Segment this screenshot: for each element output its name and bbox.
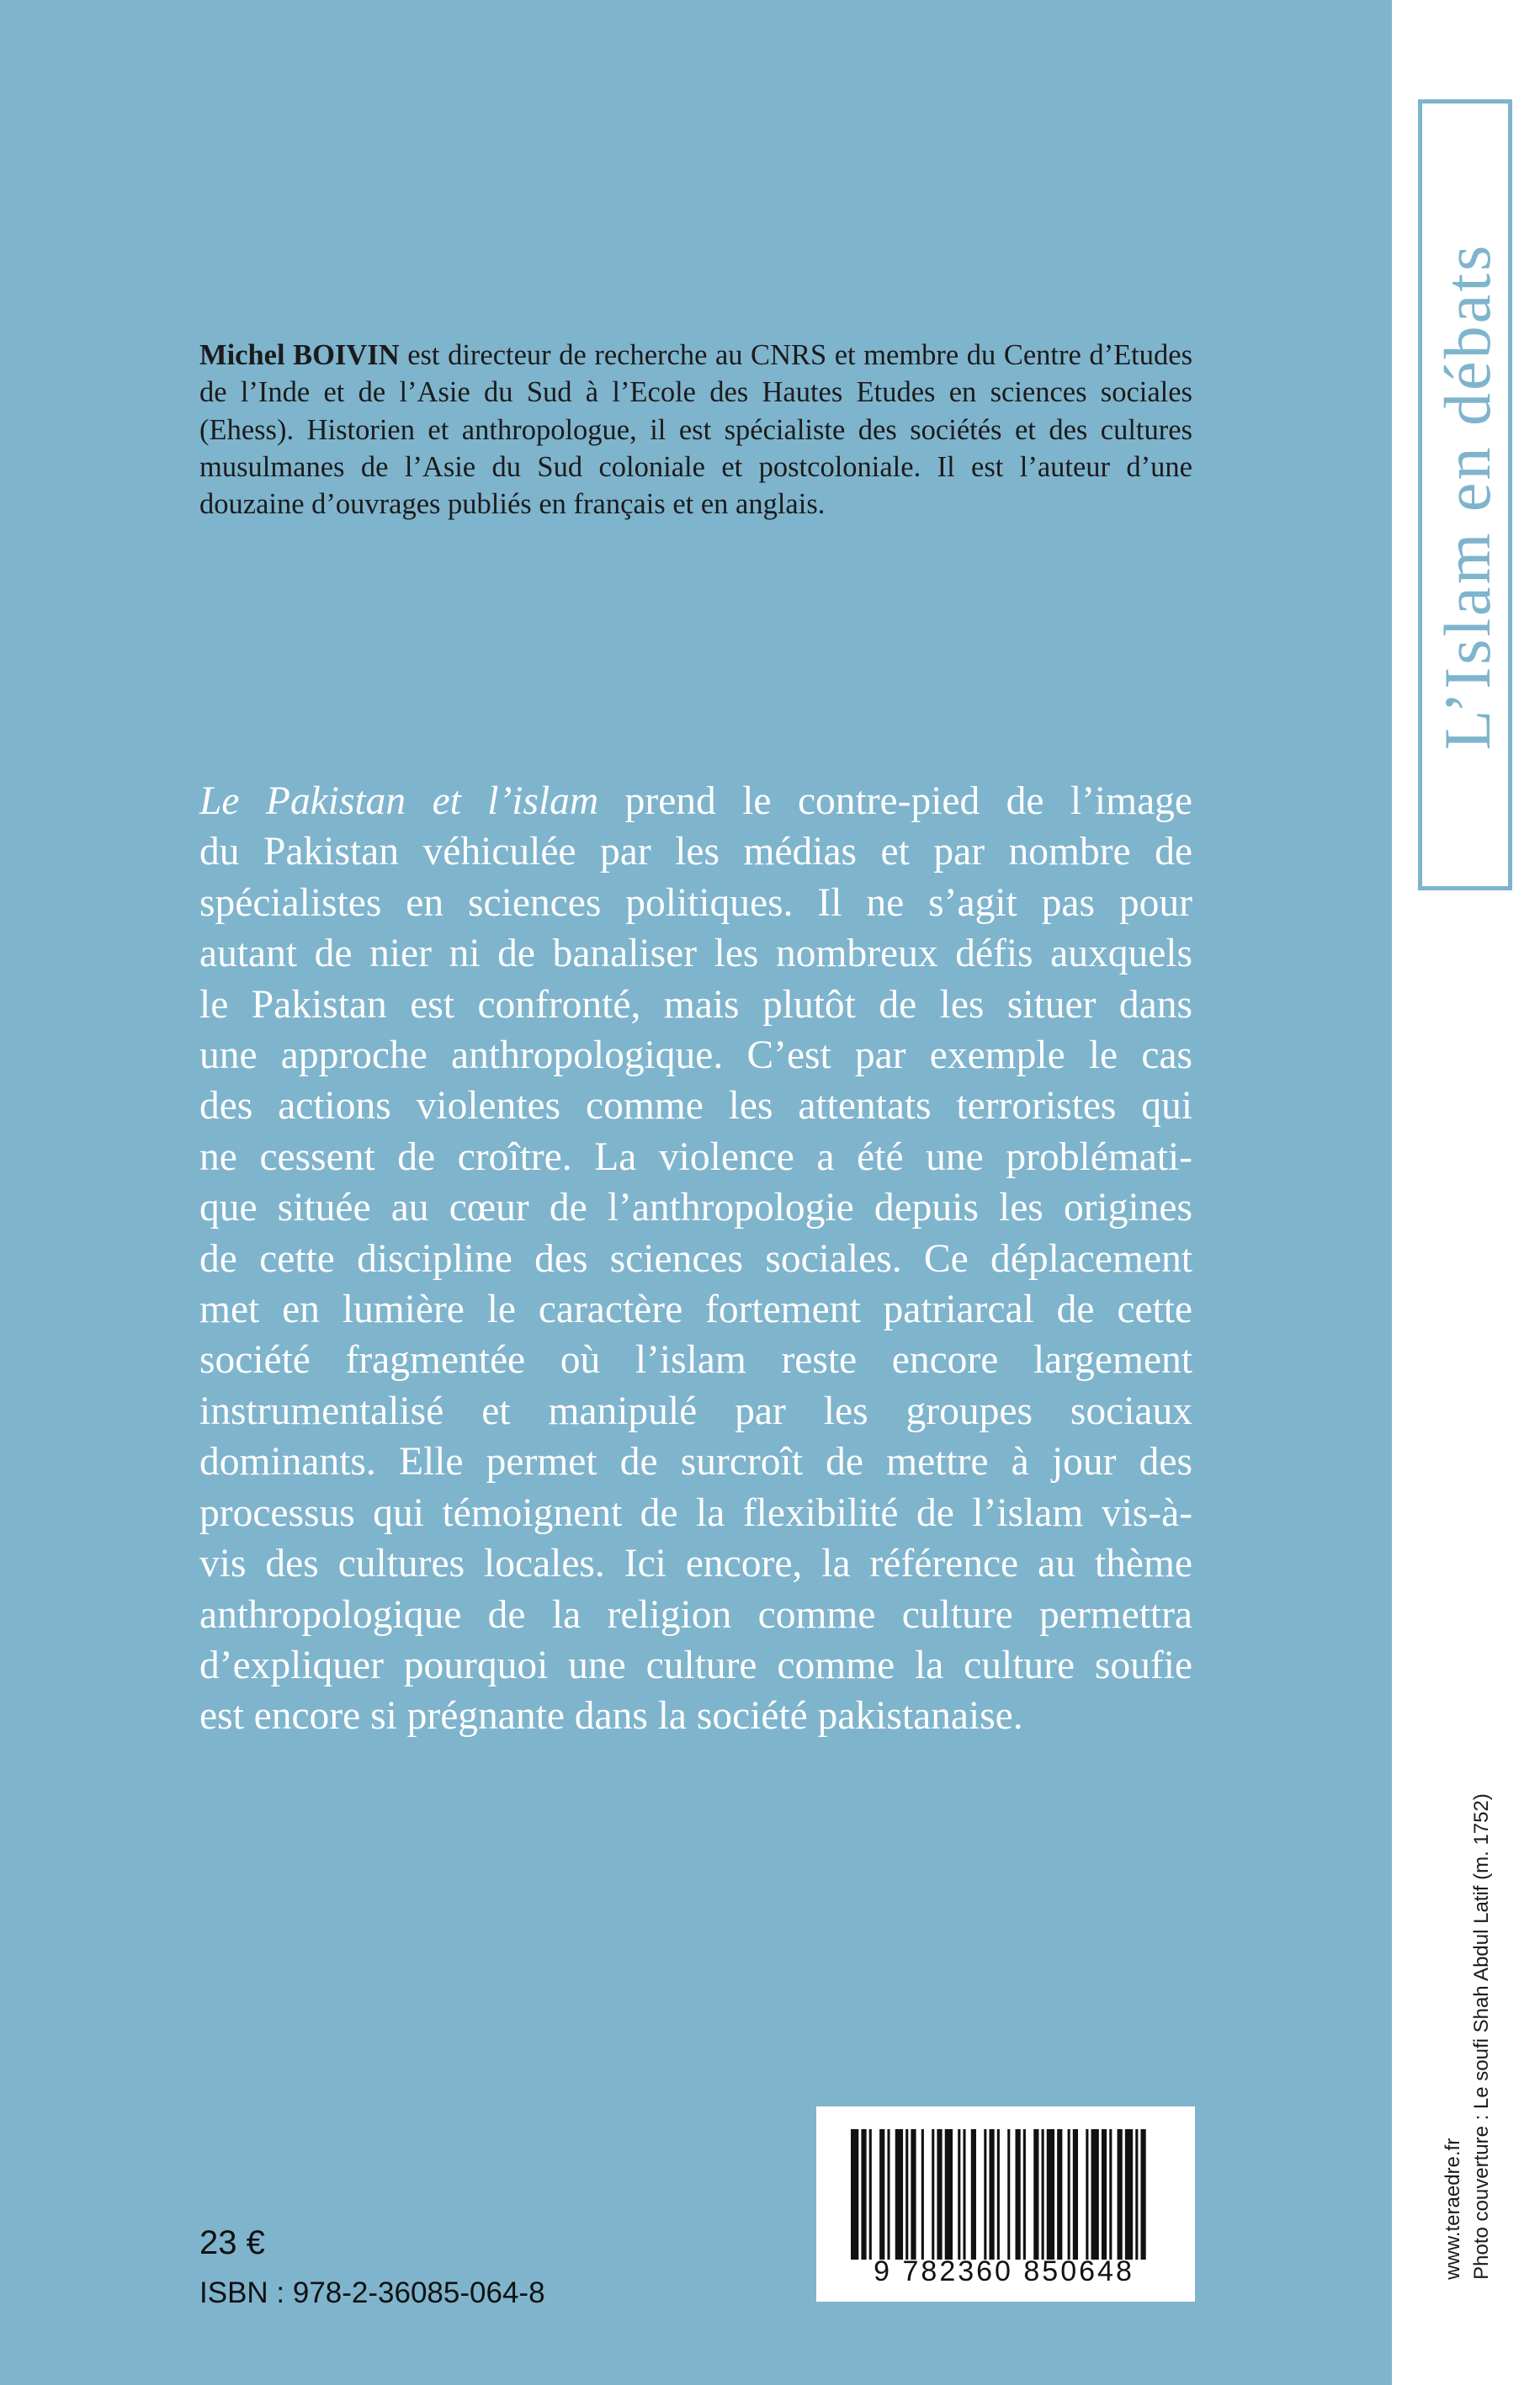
author-bio-text: est directeur de recherche au CNRS et membre du Centre d’Etudes de l’Inde et de l’Asie du Sud à l’Ecole des Hautes Etudes en sciences sociales (Ehess). Historien et anthropologue, il est spécialiste des sociétés et des cultures musulmanes de l’Asie du Sud coloniale et postcoloniale. Il est l’auteur d’une douzaine d’ouvrages publiés en français et en anglais.	[199, 339, 1193, 521]
blurb-line: d’expliquer pourquoi une culture comme la culture soufie	[199, 1643, 1192, 1687]
isbn: ISBN : 978-2-36085-064-8	[199, 2276, 545, 2309]
blurb-line: du Pakistan véhiculée par les médias et par nombre de	[199, 830, 1192, 874]
blurb-line: le Pakistan est confronté, mais plutôt de les situer dans	[199, 982, 1192, 1027]
author-bio	[199, 337, 1192, 523]
book-title: Le Pakistan et l’islam	[199, 779, 599, 823]
barcode-icon	[851, 2129, 1154, 2260]
blurb-line: instrumentalisé et manipulé par les groupes sociaux	[199, 1389, 1192, 1433]
series-title: L’Islam en débats	[1431, 242, 1504, 751]
blurb-line: vis des cultures locales. Ici encore, la référence au thème	[199, 1542, 1192, 1586]
blurb-line: spécialistes en sciences politiques. Il ne s’agit pas pour	[199, 880, 1192, 925]
photo-credit: Photo couverture : Le soufi Shah Abdul Latif (m. 1752)	[1470, 1793, 1493, 2280]
blurb-line: de cette discipline des sciences sociales. Ce déplacement	[199, 1236, 1192, 1281]
blurb-line: que située au cœur de l’anthropologie depuis les origines	[199, 1186, 1192, 1230]
blurb-line: processus qui témoignent de la flexibilité de l’islam vis-à-	[199, 1490, 1192, 1535]
blurb-line: est encore si prégnante dans la société pakistanaise.	[199, 1694, 1023, 1739]
blurb-line: met en lumière le caractère fortement patriarcal de cette	[199, 1288, 1192, 1332]
book-blurb	[199, 776, 1192, 1742]
barcode-number: 9 782360 850648	[874, 2255, 1134, 2287]
blurb-line: anthropologique de la religion comme culture permettra	[199, 1592, 1192, 1637]
author-name: Michel BOIVIN	[199, 339, 400, 371]
blurb-line: autant de nier ni de banaliser les nombreux défis auxquels	[199, 932, 1192, 976]
spine-credits	[1439, 1793, 1496, 2280]
price: 23 €	[199, 2224, 265, 2261]
publisher-website: www.teraedre.fr	[1442, 2138, 1464, 2280]
blurb-line: dominants. Elle permet de surcroît de mettre à jour des	[199, 1440, 1192, 1485]
blurb-line: une approche anthropologique. C’est par exemple le cas	[199, 1033, 1192, 1078]
blurb-line: des actions violentes comme les attentats terroristes qui	[199, 1084, 1192, 1129]
blurb-line: société fragmentée où l’islam reste encore largement	[199, 1338, 1192, 1383]
blurb-line: Le Pakistan et l’islam prend le contre-pied de l’image	[199, 779, 1192, 823]
blurb-line: ne cessent de croître. La violence a été une problémati-	[199, 1134, 1192, 1179]
